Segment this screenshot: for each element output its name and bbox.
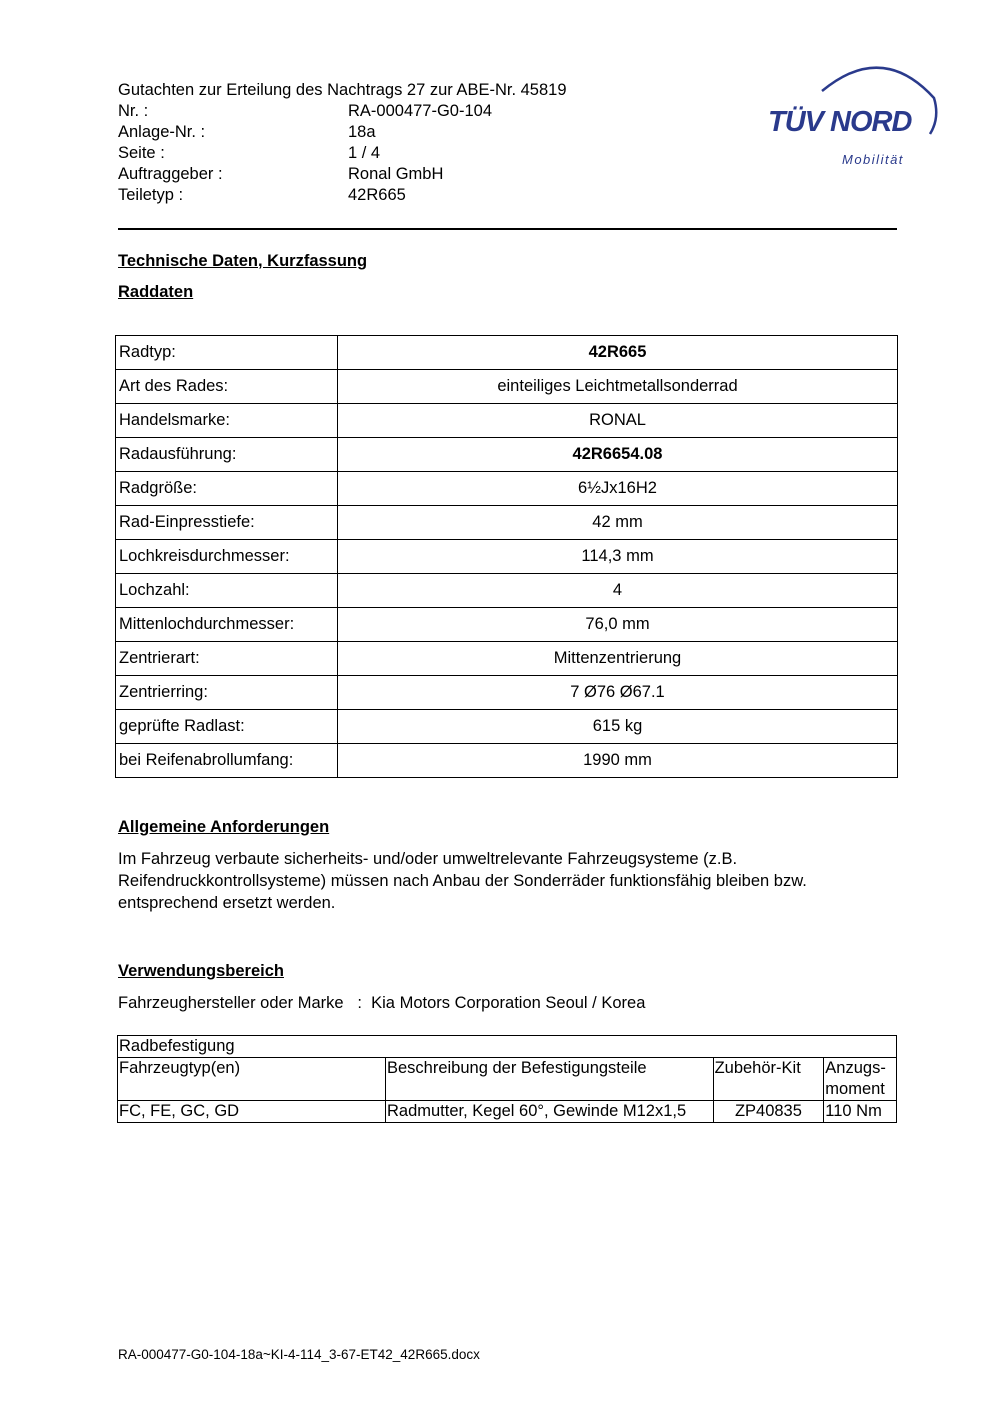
section-title-tech: Technische Daten, Kurzfassung (118, 252, 368, 270)
table-cell: FC, FE, GC, GD (118, 1101, 386, 1123)
table-title-row (118, 1036, 897, 1058)
raddaten-label: Handelsmarke: (116, 404, 338, 438)
table-row (116, 642, 898, 676)
table-row (116, 608, 898, 642)
header-label: Teiletyp : (118, 186, 184, 204)
table-row (116, 404, 898, 438)
table-row (118, 1101, 897, 1123)
section-title-raddaten: Raddaten (118, 283, 194, 301)
header-row-auftraggeber (118, 164, 678, 185)
table-cell: 110 Nm (824, 1101, 897, 1123)
manufacturer-value: Kia Motors Corporation Seoul / Korea (371, 994, 646, 1012)
manufacturer-line (118, 994, 645, 1013)
column-header: Zubehör-Kit (713, 1058, 824, 1101)
header-row-teiletyp (118, 185, 678, 206)
manufacturer-label: Fahrzeughersteller oder Marke (118, 994, 344, 1012)
raddaten-value: RONAL (338, 404, 898, 438)
raddaten-value: einteiliges Leichtmetallsonderrad (338, 370, 898, 404)
raddaten-label: Lochzahl: (116, 574, 338, 608)
header-row-seite (118, 143, 678, 164)
header-value: 18a (348, 123, 376, 141)
logo-subtitle: Mobilität (842, 152, 904, 167)
header-row-nr (118, 101, 678, 122)
raddaten-value: 76,0 mm (338, 608, 898, 642)
raddaten-value: 615 kg (338, 710, 898, 744)
radbefestigung-title: Radbefestigung (118, 1036, 897, 1058)
table-row (116, 370, 898, 404)
header-value: 1 / 4 (348, 144, 381, 162)
table-row (116, 676, 898, 710)
table-cell: ZP40835 (713, 1101, 824, 1123)
header-label: Auftraggeber : (118, 165, 223, 183)
manufacturer-sep: : (357, 994, 362, 1012)
table-row (116, 540, 898, 574)
column-header: Anzugs-moment (824, 1058, 897, 1101)
table-row (116, 472, 898, 506)
table-row (116, 574, 898, 608)
raddaten-label: Rad-Einpresstiefe: (116, 506, 338, 540)
header-label: Seite : (118, 144, 165, 162)
raddaten-value: 7 Ø76 Ø67.1 (338, 676, 898, 710)
section-title-verwendung: Verwendungsbereich (118, 962, 284, 980)
table-row (116, 710, 898, 744)
tuev-nord-logo (762, 56, 942, 176)
footer-filename: RA-000477-G0-104-18a~KI-4-114_3-67-ET42_42R665.docx (118, 1347, 480, 1362)
table-row (116, 438, 898, 472)
header-divider (118, 228, 897, 230)
header-row-anlage (118, 122, 678, 143)
header-value: RA-000477-G0-104 (348, 102, 493, 120)
table-row (116, 744, 898, 778)
section-title-allgemein: Allgemeine Anforderungen (118, 818, 330, 836)
raddaten-value: 114,3 mm (338, 540, 898, 574)
raddaten-label: geprüfte Radlast: (116, 710, 338, 744)
table-row (116, 336, 898, 370)
raddaten-value: 4 (338, 574, 898, 608)
raddaten-label: Lochkreisdurchmesser: (116, 540, 338, 574)
header-value: 42R665 (348, 186, 406, 204)
table-row (116, 506, 898, 540)
raddaten-label: Zentrierring: (116, 676, 338, 710)
raddaten-label: Radgröße: (116, 472, 338, 506)
document-title: Gutachten zur Erteilung des Nachtrags 27 zur ABE-Nr. 45819 (118, 81, 567, 99)
column-header: Beschreibung der Befestigungsteile (385, 1058, 713, 1101)
header-label: Anlage-Nr. : (118, 123, 206, 141)
raddaten-label: Zentrierart: (116, 642, 338, 676)
table-header-row (118, 1058, 897, 1101)
raddaten-table (115, 335, 898, 778)
raddaten-value: 1990 mm (338, 744, 898, 778)
raddaten-label: Radtyp: (116, 336, 338, 370)
raddaten-label: Radausführung: (116, 438, 338, 472)
logo-wordmark: TÜV NORD (768, 106, 912, 138)
raddaten-label: bei Reifenabrollumfang: (116, 744, 338, 778)
raddaten-label: Mittenlochdurchmesser: (116, 608, 338, 642)
radbefestigung-table (117, 1035, 897, 1123)
raddaten-label: Art des Rades: (116, 370, 338, 404)
raddaten-value: Mittenzentrierung (338, 642, 898, 676)
table-cell: Radmutter, Kegel 60°, Gewinde M12x1,5 (385, 1101, 713, 1123)
header-value: Ronal GmbH (348, 165, 444, 183)
raddaten-value: 42 mm (338, 506, 898, 540)
raddaten-value: 42R665 (338, 336, 898, 370)
raddaten-value: 6½Jx16H2 (338, 472, 898, 506)
document-header (118, 80, 678, 206)
raddaten-value: 42R6654.08 (338, 438, 898, 472)
header-label: Nr. : (118, 102, 149, 120)
allgemein-paragraph: Im Fahrzeug verbaute sicherheits- und/oder umweltrelevante Fahrzeugsysteme (z.B. Reifendruckkontrollsysteme) müssen nach Anbau der Sonderräder funktionsfähig bleiben bzw. entsprechend ersetzt werden. (118, 850, 807, 912)
column-header: Fahrzeugtyp(en) (118, 1058, 386, 1101)
